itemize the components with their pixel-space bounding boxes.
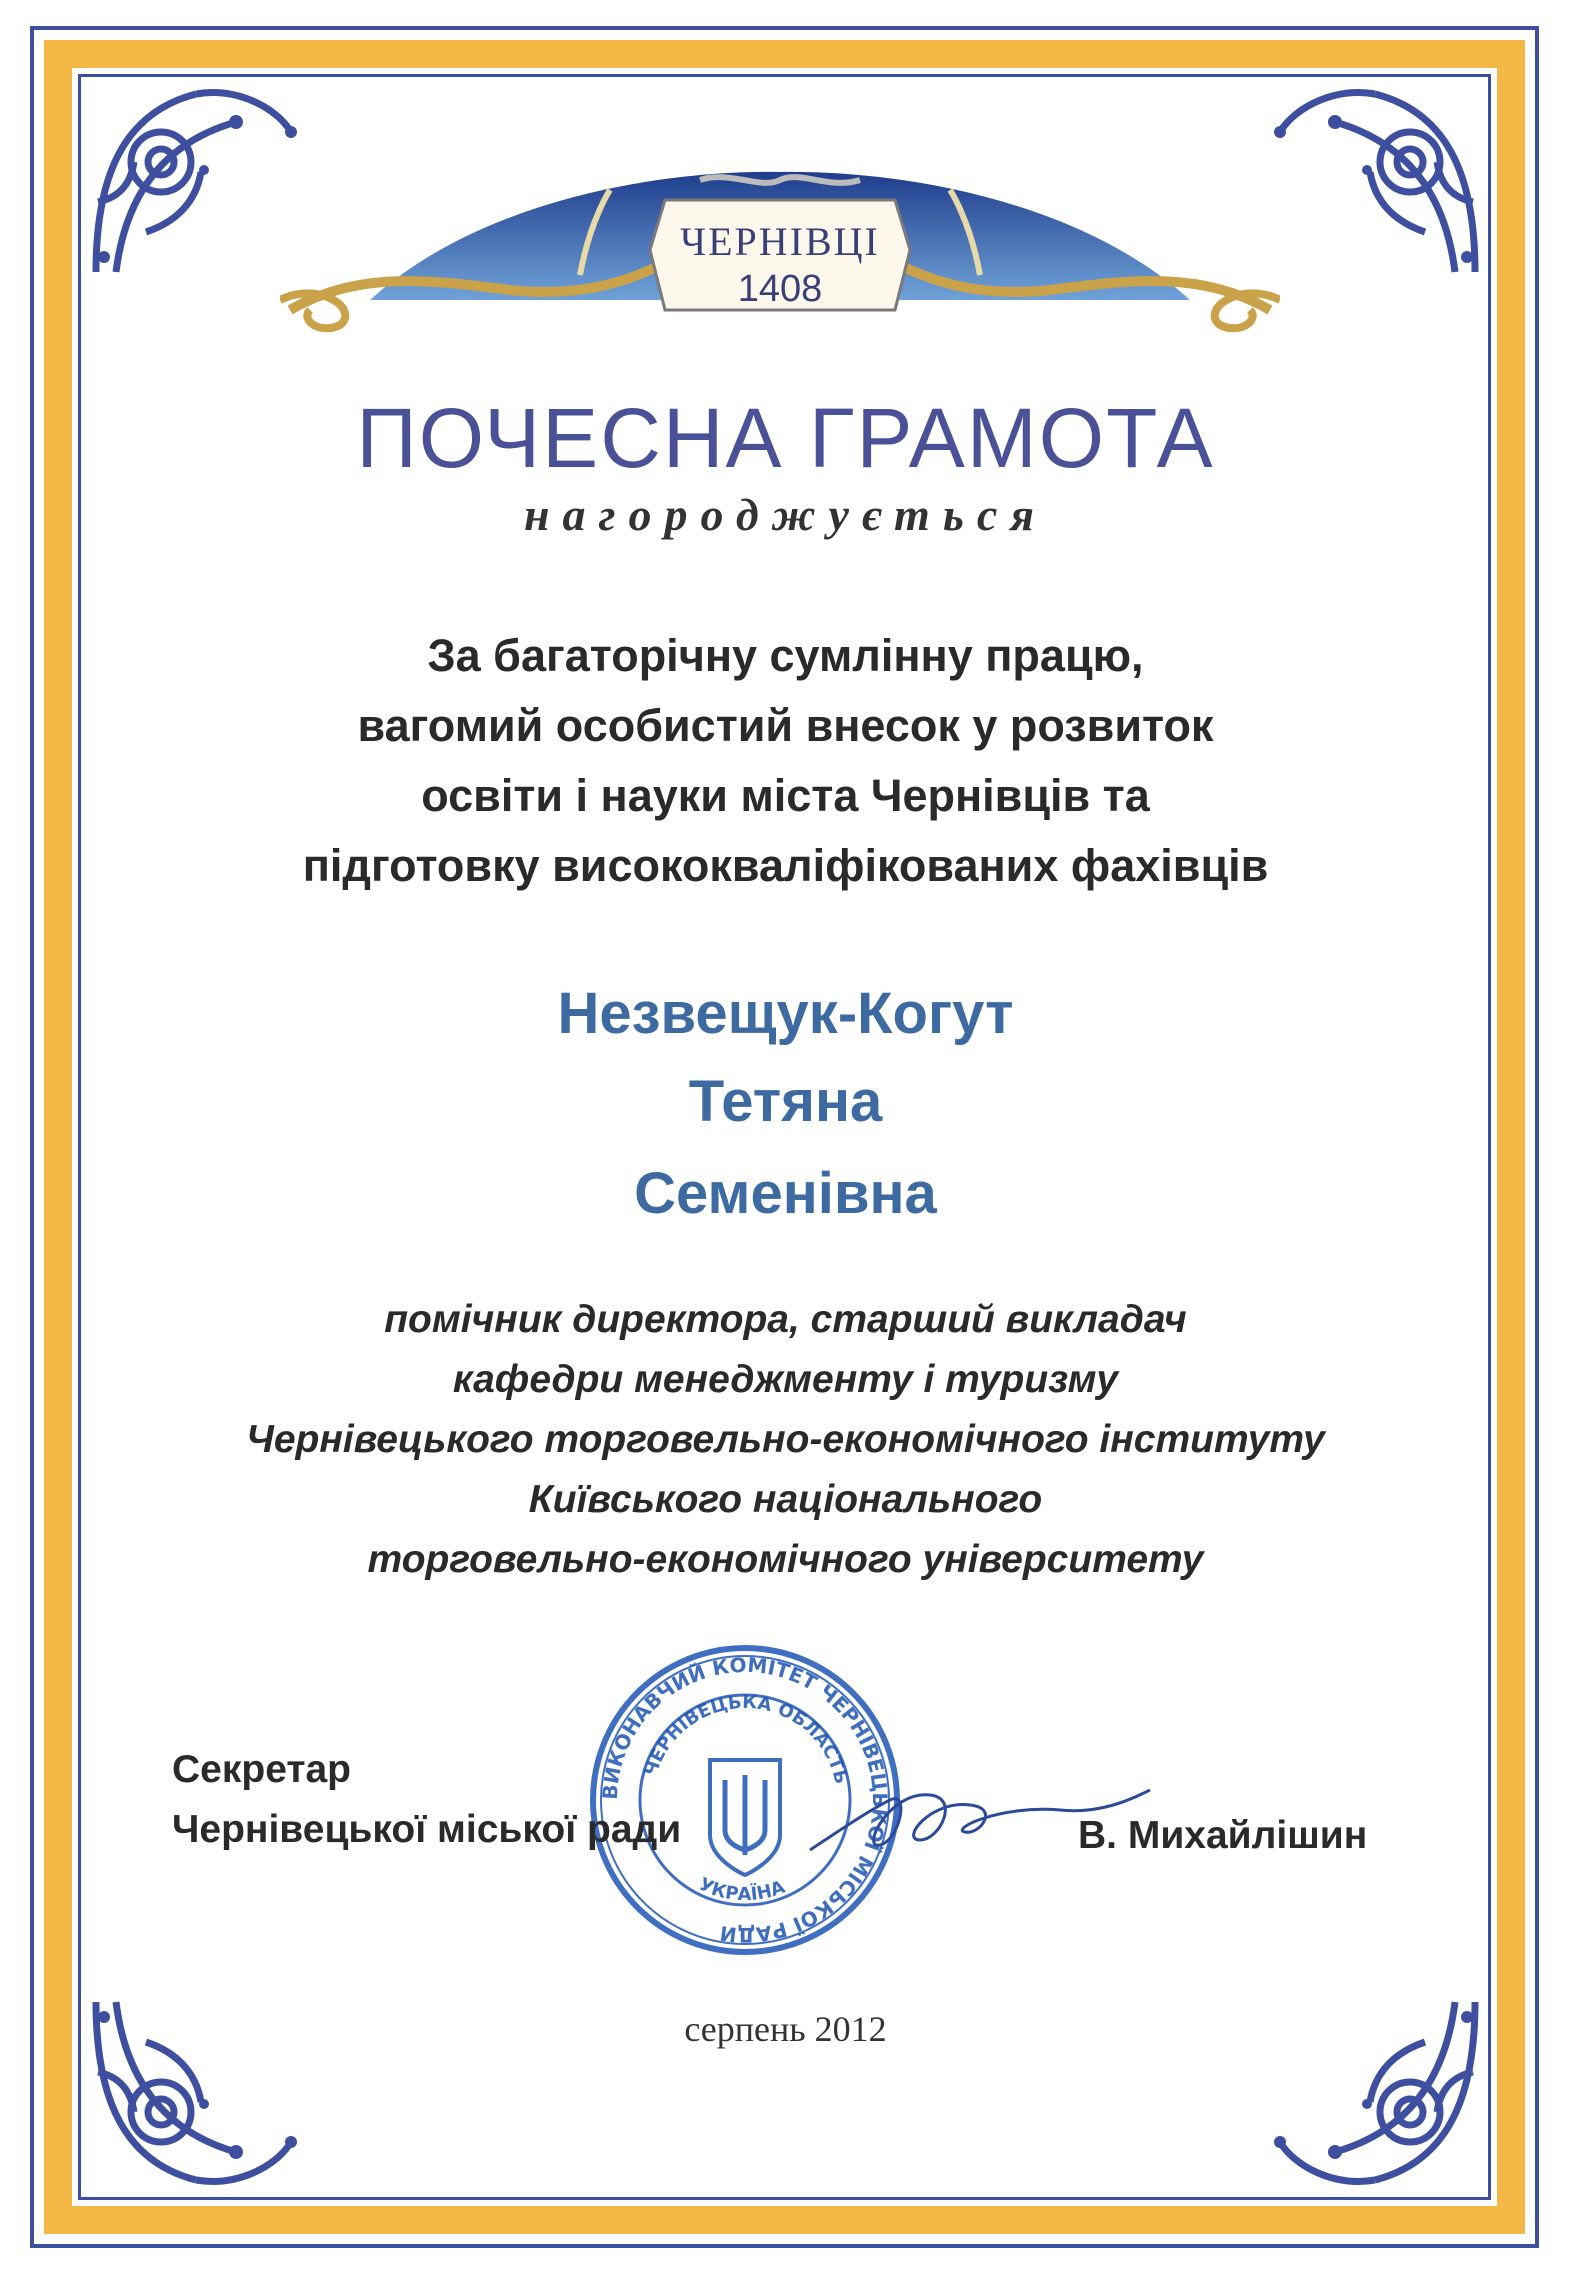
document-title: ПОЧЕСНА ГРАМОТА: [356, 391, 1215, 485]
position-line: торговельно-економічного університету: [367, 1538, 1204, 1581]
stamp-outer-text: ВИКОНАВЧИЙ КОМІТЕТ ЧЕРНІВЕЦЬКОЇ МІСЬКОЇ РАДИ: [597, 1652, 893, 1948]
position-line: Київського національного: [528, 1478, 1043, 1521]
position-line: кафедри менеджменту і туризму: [452, 1358, 1119, 1401]
emblem-year-label: 1408: [737, 268, 823, 310]
recipient-first-name: Тетяна: [688, 1069, 883, 1134]
ornament-corner-icon: [86, 82, 306, 282]
signatory-title-line1: Секретар: [172, 1748, 351, 1791]
emblem-city-label: ЧЕРНІВЦІ: [680, 219, 880, 264]
position-line: помічник директора, старший викладач: [384, 1298, 1187, 1341]
document-subtitle: нагороджується: [524, 489, 1047, 540]
reason-line: За багаторічну сумлінну працю,: [427, 630, 1144, 681]
position-line: Чернівецького торговельно-економічного інституту: [246, 1418, 1325, 1461]
trident-icon: [710, 1760, 780, 1875]
reason-line: підготовку висококваліфікованих фахівців: [302, 840, 1269, 891]
stamp-inner-text: ЧЕРНІВЕЦЬКА ОБЛАСТЬ: [640, 1691, 852, 1787]
reason-line: освіти і науки міста Чернівців та: [421, 770, 1150, 821]
signature-icon: [800, 1770, 1160, 1880]
recipient-patronymic: Семенівна: [634, 1161, 937, 1226]
issue-date: серпень 2012: [684, 2009, 887, 2049]
reason-line: вагомий особистий внесок у розвиток: [357, 700, 1214, 751]
scroll-emblem-icon: [280, 160, 1280, 360]
stamp-bottom-text: УКРАЇНА: [695, 1873, 788, 1906]
signatory-name: В. Михайлішин: [1078, 1814, 1368, 1857]
ornament-corner-icon: [1265, 82, 1485, 282]
recipient-surname: Незвещук-Когут: [557, 981, 1014, 1046]
signatory-title-line2: Чернівецької міської ради: [172, 1808, 682, 1851]
